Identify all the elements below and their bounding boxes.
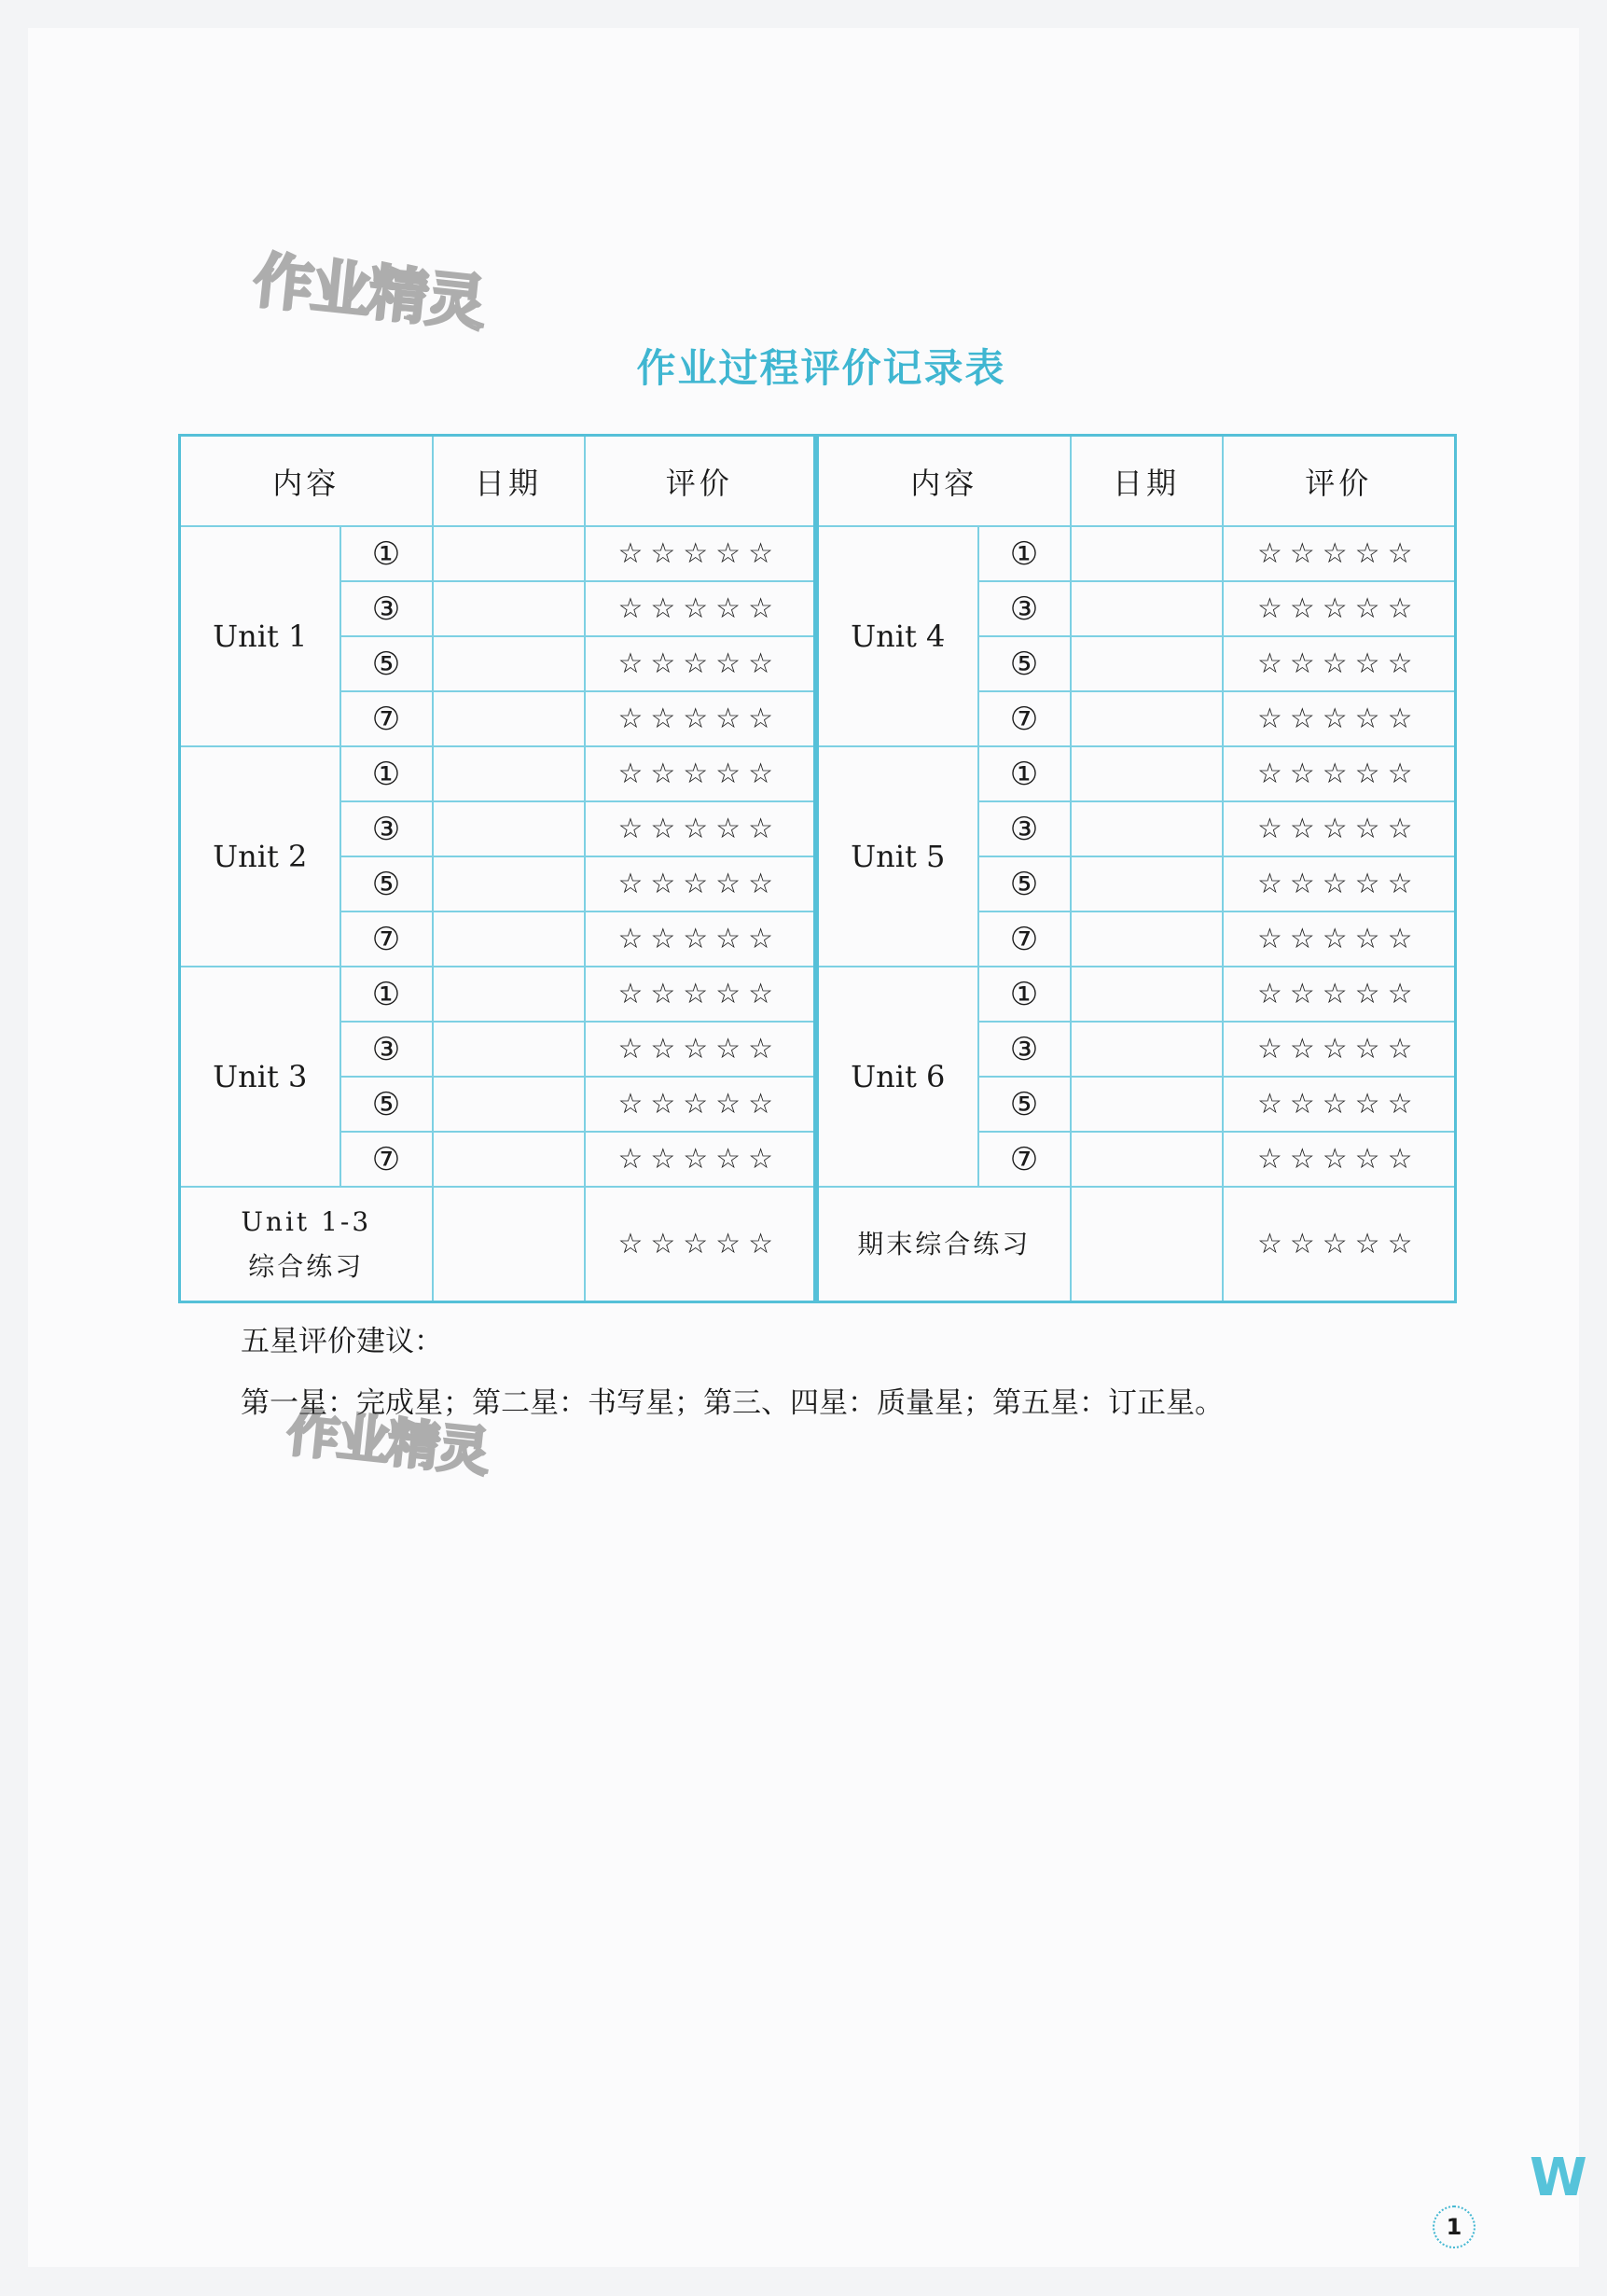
star-rating[interactable]: ☆☆☆☆☆ [585, 1132, 815, 1187]
date-cell[interactable] [433, 856, 585, 911]
star-rating[interactable]: ☆☆☆☆☆ [585, 911, 815, 967]
exercise-number: ⑦ [978, 1132, 1071, 1187]
total-label-line1: Unit 1-3 [241, 1205, 372, 1237]
date-cell[interactable] [1071, 967, 1223, 1022]
star-rating[interactable]: ☆☆☆☆☆ [1223, 856, 1456, 911]
note-title: 五星评价建议： [241, 1325, 443, 1358]
star-rating[interactable]: ☆☆☆☆☆ [1223, 636, 1456, 691]
exercise-number: ① [978, 967, 1071, 1022]
star-rating[interactable]: ☆☆☆☆☆ [1223, 967, 1456, 1022]
header-rating: 评价 [585, 436, 815, 527]
unit-label: Unit 5 [818, 746, 978, 967]
date-cell[interactable] [433, 746, 585, 801]
exercise-number: ① [978, 526, 1071, 581]
table-row [818, 967, 1456, 1022]
header-date: 日期 [1071, 436, 1223, 527]
date-cell[interactable] [1071, 1132, 1223, 1187]
star-rating[interactable]: ☆☆☆☆☆ [1223, 746, 1456, 801]
exercise-number: ③ [340, 581, 433, 636]
date-cell[interactable] [433, 1132, 585, 1187]
table-row [180, 526, 815, 581]
exercise-number: ③ [978, 801, 1071, 856]
date-cell[interactable] [1071, 1187, 1223, 1302]
exercise-number: ③ [978, 581, 1071, 636]
unit-label: Unit 1 [180, 526, 340, 746]
exercise-number: ⑦ [340, 911, 433, 967]
table-header-row [180, 436, 815, 527]
watermark-middle: 作业精灵 [284, 1401, 492, 1484]
exercise-number: ⑦ [978, 691, 1071, 746]
star-rating[interactable]: ☆☆☆☆☆ [1223, 1132, 1456, 1187]
date-cell[interactable] [1071, 1077, 1223, 1132]
date-cell[interactable] [1071, 746, 1223, 801]
date-cell[interactable] [1071, 691, 1223, 746]
header-content: 内容 [180, 436, 433, 527]
star-rating[interactable]: ☆☆☆☆☆ [585, 1187, 815, 1302]
star-rating[interactable]: ☆☆☆☆☆ [585, 636, 815, 691]
date-cell[interactable] [433, 691, 585, 746]
date-cell[interactable] [433, 581, 585, 636]
exercise-number: ⑤ [978, 636, 1071, 691]
left-units-body [180, 526, 815, 1187]
date-cell[interactable] [1071, 911, 1223, 967]
star-rating[interactable]: ☆☆☆☆☆ [585, 856, 815, 911]
page-number: 1 [1433, 2206, 1475, 2248]
corner-logo: W [1530, 2148, 1587, 2208]
unit-label: Unit 3 [180, 967, 340, 1187]
total-label [180, 1187, 433, 1302]
unit-label: Unit 4 [818, 526, 978, 746]
date-cell[interactable] [433, 967, 585, 1022]
exercise-number: ⑤ [340, 856, 433, 911]
date-cell[interactable] [1071, 801, 1223, 856]
date-cell[interactable] [1071, 581, 1223, 636]
date-cell[interactable] [433, 911, 585, 967]
star-rating[interactable]: ☆☆☆☆☆ [1223, 581, 1456, 636]
total-label-line2: 综合练习 [248, 1250, 365, 1282]
exercise-number: ① [340, 526, 433, 581]
note-text: 第一星：完成星；第二星：书写星；第三、四星：质量星；第五星：订正星。 [241, 1386, 1224, 1420]
star-rating[interactable]: ☆☆☆☆☆ [585, 746, 815, 801]
star-rating[interactable]: ☆☆☆☆☆ [1223, 911, 1456, 967]
evaluation-table-left [178, 434, 816, 1303]
exercise-number: ③ [340, 801, 433, 856]
unit-label: Unit 6 [818, 967, 978, 1187]
date-cell[interactable] [1071, 856, 1223, 911]
date-cell[interactable] [433, 526, 585, 581]
exercise-number: ① [340, 746, 433, 801]
exercise-number: ⑦ [340, 1132, 433, 1187]
date-cell[interactable] [433, 1022, 585, 1077]
star-rating[interactable]: ☆☆☆☆☆ [585, 967, 815, 1022]
evaluation-table-right [816, 434, 1457, 1303]
exercise-number: ③ [340, 1022, 433, 1077]
star-rating[interactable]: ☆☆☆☆☆ [1223, 1187, 1456, 1302]
table-row [180, 746, 815, 801]
exercise-number: ⑤ [978, 856, 1071, 911]
exercise-number: ① [978, 746, 1071, 801]
unit-label: Unit 2 [180, 746, 340, 967]
date-cell[interactable] [1071, 526, 1223, 581]
date-cell[interactable] [1071, 636, 1223, 691]
header-date: 日期 [433, 436, 585, 527]
table-row [818, 526, 1456, 581]
star-rating[interactable]: ☆☆☆☆☆ [585, 526, 815, 581]
total-row [180, 1187, 815, 1302]
star-rating[interactable]: ☆☆☆☆☆ [585, 801, 815, 856]
table-header-row [818, 436, 1456, 527]
star-rating[interactable]: ☆☆☆☆☆ [585, 691, 815, 746]
exercise-number: ⑤ [340, 636, 433, 691]
right-units-body [818, 526, 1456, 1187]
header-rating: 评价 [1223, 436, 1456, 527]
watermark-top: 作业精灵 [250, 246, 488, 340]
header-content: 内容 [818, 436, 1071, 527]
star-rating[interactable]: ☆☆☆☆☆ [1223, 1077, 1456, 1132]
exercise-number: ① [340, 967, 433, 1022]
exercise-number: ⑤ [978, 1077, 1071, 1132]
date-cell[interactable] [433, 1077, 585, 1132]
star-rating[interactable]: ☆☆☆☆☆ [1223, 1022, 1456, 1077]
total-label: 期末综合练习 [818, 1187, 1071, 1302]
page-title: 作业过程评价记录表 [636, 345, 1006, 391]
exercise-number: ⑦ [340, 691, 433, 746]
date-cell[interactable] [433, 1187, 585, 1302]
date-cell[interactable] [1071, 1022, 1223, 1077]
star-rating[interactable]: ☆☆☆☆☆ [1223, 691, 1456, 746]
exercise-number: ⑦ [978, 911, 1071, 967]
table-row [818, 746, 1456, 801]
star-rating[interactable]: ☆☆☆☆☆ [585, 581, 815, 636]
exercise-number: ⑤ [340, 1077, 433, 1132]
total-row [818, 1187, 1456, 1302]
exercise-number: ③ [978, 1022, 1071, 1077]
date-cell[interactable] [433, 801, 585, 856]
star-rating[interactable]: ☆☆☆☆☆ [585, 1077, 815, 1132]
table-row [180, 967, 815, 1022]
star-rating[interactable]: ☆☆☆☆☆ [1223, 526, 1456, 581]
star-rating[interactable]: ☆☆☆☆☆ [585, 1022, 815, 1077]
star-rating[interactable]: ☆☆☆☆☆ [1223, 801, 1456, 856]
date-cell[interactable] [433, 636, 585, 691]
